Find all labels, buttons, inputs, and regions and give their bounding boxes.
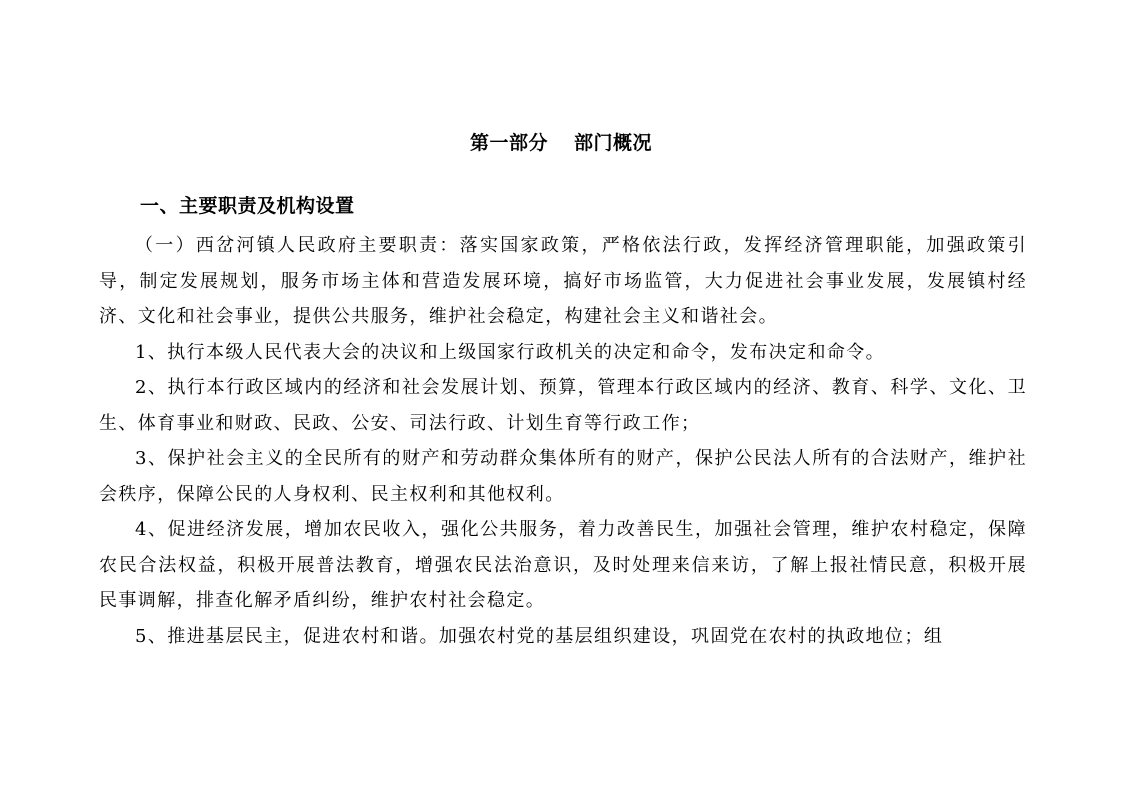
- section-heading: 一、主要职责及机构设置: [140, 195, 355, 217]
- document-body: [99, 228, 1027, 654]
- paragraph-duty-1: 1、执行本级人民代表大会的决议和上级国家行政机关的决定和命令，发布决定和命令。: [135, 341, 886, 363]
- paragraph-duty-2: 2、执行本行政区域内的经济和社会发展计划、预算，管理本行政区域内的经济、教育、科学、文化、卫生、体育事业和财政、民政、公安、司法行政、计划生育等行政工作；: [99, 377, 1027, 434]
- title-name-label: 部门概况: [574, 132, 653, 154]
- paragraph-main-duties: （一）西岔河镇人民政府主要职责：落实国家政策，严格依法行政，发挥经济管理职能，加强政策引导，制定发展规划，服务市场主体和营造发展环境，搞好市场监管，大力促进社会事业发展，发展镇村经济、文化和社会事业，提供公共服务，维护社会稳定，构建社会主义和谐社会。: [99, 235, 1027, 327]
- paragraph-duty-3: 3、保护社会主义的全民所有的财产和劳动群众集体所有的财产，保护公民法人所有的合法财产，维护社会秩序，保障公民的人身权利、民主权利和其他权利。: [99, 448, 1027, 505]
- paragraph-duty-5: 5、推进基层民主，促进农村和谐。加强农村党的基层组织建设，巩固党在农村的执政地位；组: [135, 625, 944, 647]
- title-part-label: 第一部分: [469, 132, 548, 154]
- paragraph-duty-4: 4、促进经济发展，增加农民收入，强化公共服务，着力改善民生，加强社会管理，维护农村稳定，保障农民合法权益，积极开展普法教育，增强农民法治意识，及时处理来信来访，了解上报社情民意，积极开展民事调解，排查化解矛盾纠纷，维护农村社会稳定。: [99, 519, 1027, 611]
- page-title: [0, 128, 1122, 155]
